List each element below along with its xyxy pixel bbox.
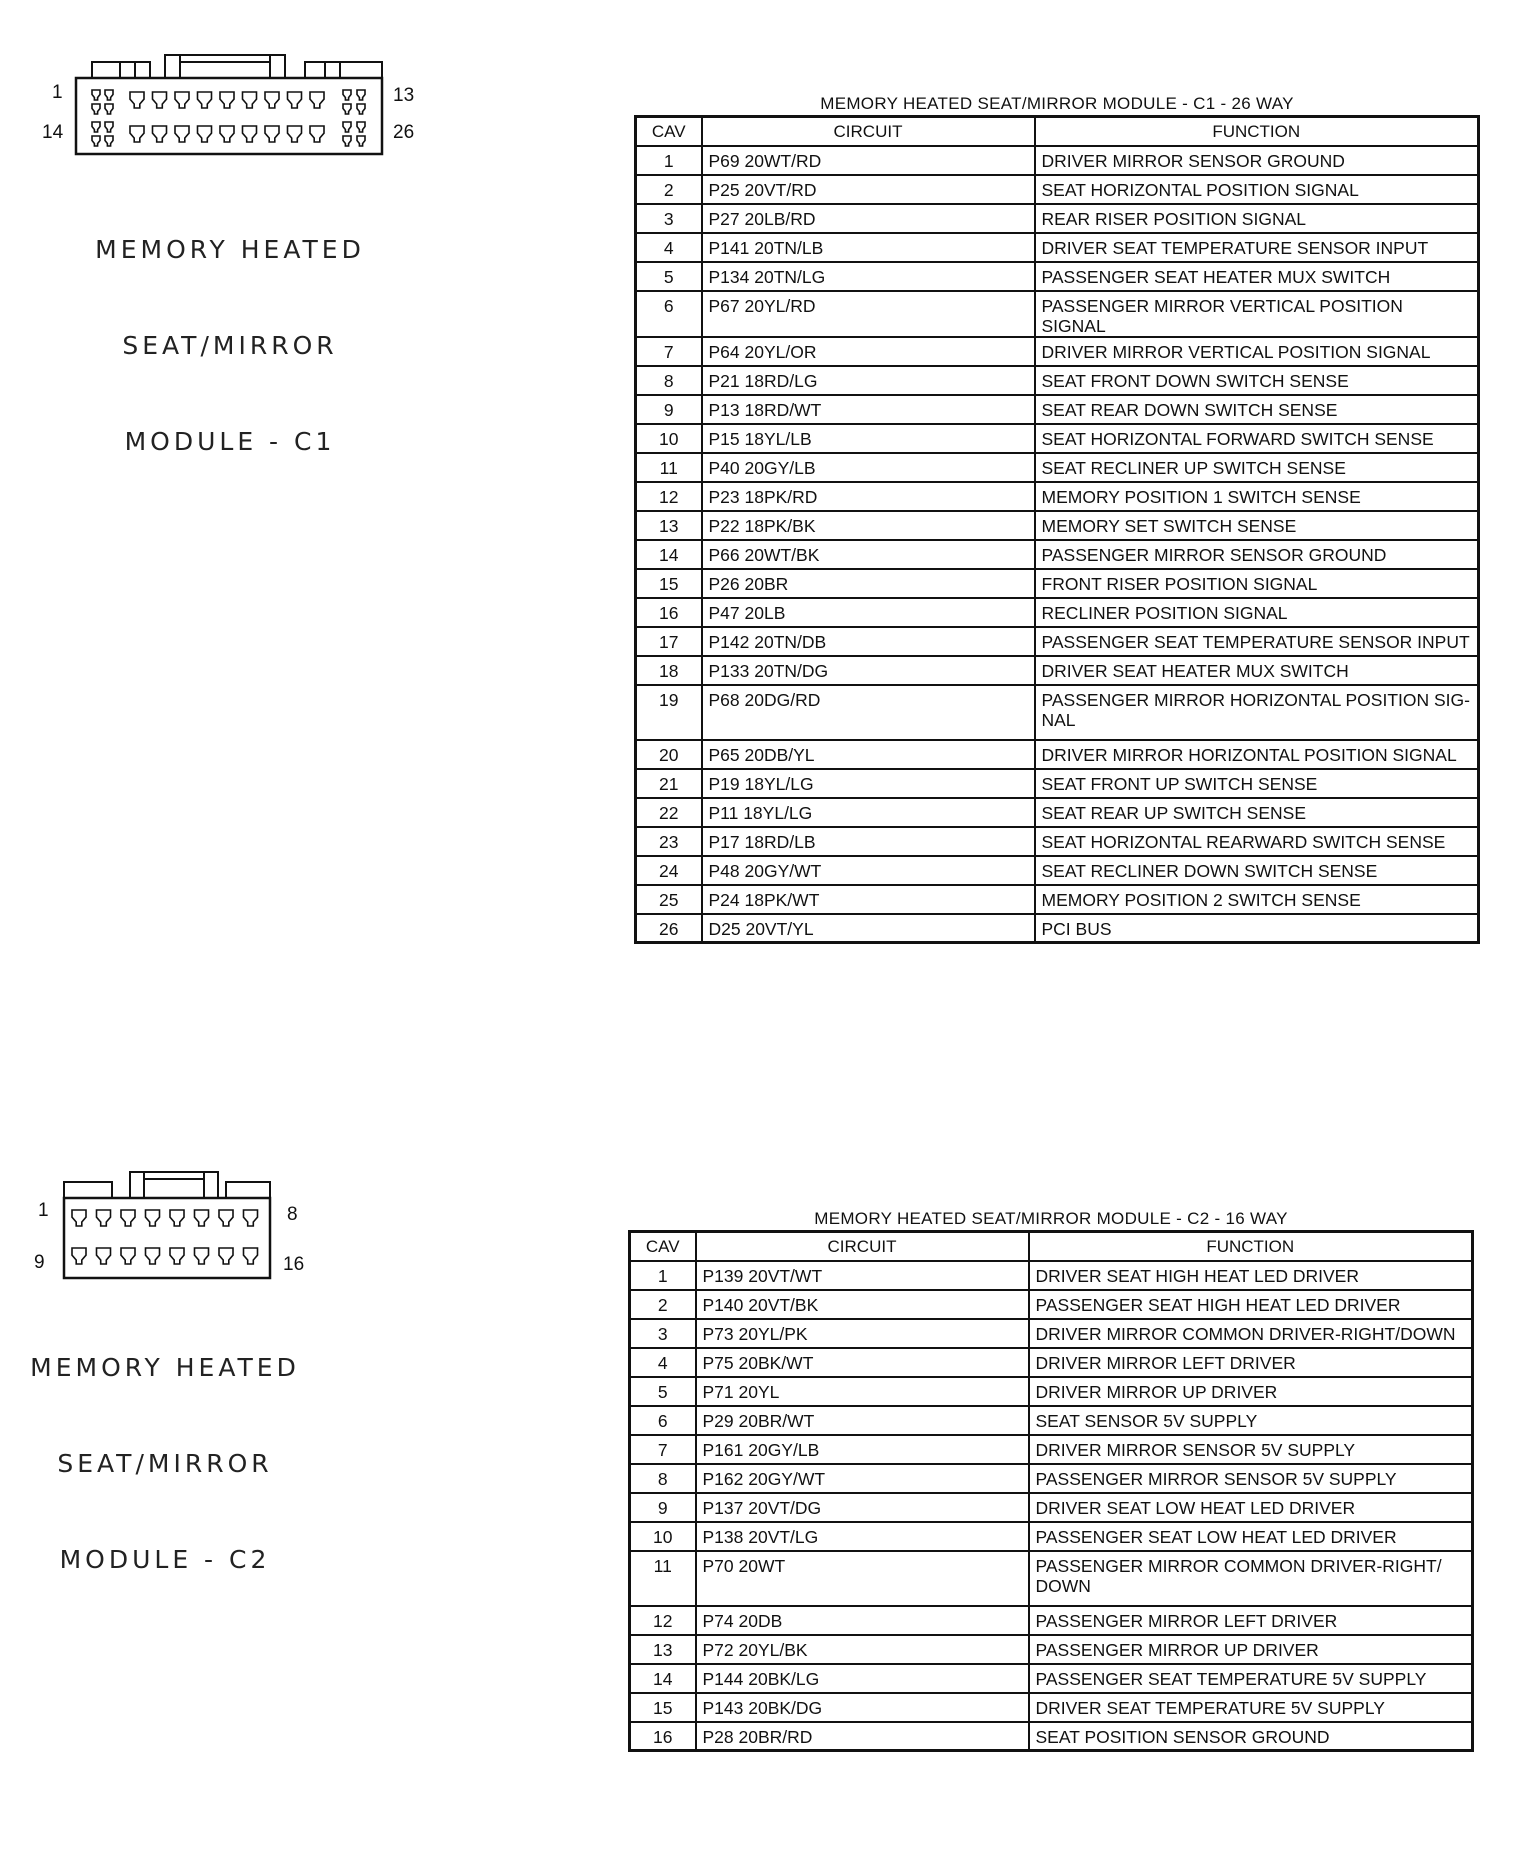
cav-cell: 3 [630,1319,696,1348]
circuit-cell: P71 20YL [696,1377,1029,1406]
connector-c1-face [0,0,460,160]
function-cell: PASSENGER MIRROR HORIZONTAL POSITION SIG- NAL [1035,685,1479,740]
terminal-icon [220,92,234,108]
table-row [630,1290,1473,1319]
cav-cell: 15 [636,569,702,598]
cav-cell: 12 [630,1606,696,1635]
table-row [636,685,1479,740]
circuit-cell: P13 18RD/WT [702,395,1035,424]
terminal-icon [72,1210,86,1226]
pinout-table-c2 [628,1208,1474,1752]
terminal-icon [243,126,257,142]
terminal-icon [357,136,365,146]
table-row [630,1635,1473,1664]
function-cell: DRIVER MIRROR HORIZONTAL POSITION SIGNAL [1035,740,1479,769]
circuit-cell: P65 20DB/YL [702,740,1035,769]
circuit-cell: P28 20BR/RD [696,1722,1029,1751]
terminal-icon [195,1210,209,1226]
table-row [636,233,1479,262]
function-cell: SEAT RECLINER UP SWITCH SENSE [1035,453,1479,482]
function-cell: SEAT REAR DOWN SWITCH SENSE [1035,395,1479,424]
terminal-icon [92,104,100,114]
function-cell: SEAT HORIZONTAL POSITION SIGNAL [1035,175,1479,204]
table-row [636,204,1479,233]
terminal-icon [219,1248,233,1264]
table-row [630,1693,1473,1722]
table-title: MEMORY HEATED SEAT/MIRROR MODULE - C2 - 16 WAY [814,1209,1288,1228]
terminal-icon [343,136,351,146]
terminal-icon [175,92,189,108]
column-header-function: FUNCTION [1035,117,1479,146]
circuit-cell: P133 20TN/DG [702,656,1035,685]
table-title: MEMORY HEATED SEAT/MIRROR MODULE - C1 - 26 WAY [820,94,1294,113]
pin-label-14: 14 [42,122,64,143]
cav-cell: 17 [636,627,702,656]
terminal-icon [130,126,144,142]
circuit-cell: P142 20TN/DB [702,627,1035,656]
cav-cell: 21 [636,769,702,798]
cav-cell: 8 [636,366,702,395]
table-row [630,1261,1473,1290]
circuit-cell: P68 20DG/RD [702,685,1035,740]
terminal-icon [175,126,189,142]
caption-line: SEAT/MIRROR [122,331,338,360]
terminal-icon [265,126,279,142]
circuit-cell: P19 18YL/LG [702,769,1035,798]
circuit-cell: P40 20GY/LB [702,453,1035,482]
caption-line: SEAT/MIRROR [57,1449,273,1478]
table-row [636,598,1479,627]
cav-cell: 13 [630,1635,696,1664]
terminal-icon [195,1248,209,1264]
circuit-cell: P139 20VT/WT [696,1261,1029,1290]
cav-cell: 5 [630,1377,696,1406]
terminal-icon [146,1248,160,1264]
circuit-cell: P29 20BR/WT [696,1406,1029,1435]
table-row [636,395,1479,424]
terminal-icon [198,126,212,142]
pinout-table-c1 [634,93,1480,944]
cav-cell: 11 [630,1551,696,1606]
cav-cell: 7 [636,337,702,366]
function-cell: PASSENGER MIRROR VERTICAL POSITION SIGNAL [1035,291,1479,337]
terminal-icon [343,122,351,132]
cav-cell: 4 [630,1348,696,1377]
table-row [636,482,1479,511]
function-cell: FRONT RISER POSITION SIGNAL [1035,569,1479,598]
table-row [630,1522,1473,1551]
function-cell: DRIVER MIRROR COMMON DRIVER-RIGHT/DOWN [1029,1319,1473,1348]
cav-cell: 8 [630,1464,696,1493]
terminal-icon [287,92,301,108]
function-cell: PASSENGER SEAT HIGH HEAT LED DRIVER [1029,1290,1473,1319]
cav-cell: 1 [630,1261,696,1290]
cav-cell: 10 [636,424,702,453]
cav-cell: 22 [636,798,702,827]
connector-c1-caption [80,170,380,522]
circuit-cell: P67 20YL/RD [702,291,1035,337]
circuit-cell: P21 18RD/LG [702,366,1035,395]
function-cell: DRIVER MIRROR SENSOR GROUND [1035,146,1479,175]
connector-c1-diagram [0,0,460,456]
function-cell: RECLINER POSITION SIGNAL [1035,598,1479,627]
table-row [636,453,1479,482]
circuit-cell: P24 18PK/WT [702,885,1035,914]
table-row [630,1406,1473,1435]
table-row [636,146,1479,175]
function-cell: DRIVER SEAT TEMPERATURE 5V SUPPLY [1029,1693,1473,1722]
terminal-icon [92,136,100,146]
cav-cell: 9 [636,395,702,424]
cav-cell: 6 [636,291,702,337]
circuit-cell: P70 20WT [696,1551,1029,1606]
terminal-icon [121,1210,135,1226]
table-row [636,827,1479,856]
terminal-icon [287,126,301,142]
column-header-function: FUNCTION [1029,1232,1473,1261]
table-row [636,914,1479,943]
table-row [636,511,1479,540]
table-row [630,1464,1473,1493]
terminal-icon [72,1248,86,1264]
circuit-cell: D25 20VT/YL [702,914,1035,943]
cav-cell: 18 [636,656,702,685]
table-row [636,798,1479,827]
circuit-cell: P143 20BK/DG [696,1693,1029,1722]
circuit-cell: P11 18YL/LG [702,798,1035,827]
cav-cell: 1 [636,146,702,175]
column-header-cav: CAV [630,1232,696,1261]
circuit-cell: P141 20TN/LB [702,233,1035,262]
terminal-icon [265,92,279,108]
table-row [630,1348,1473,1377]
cav-cell: 16 [636,598,702,627]
terminal-icon [198,92,212,108]
terminal-icon [97,1248,111,1264]
table-row [630,1435,1473,1464]
terminal-icon [343,104,351,114]
table-row [630,1551,1473,1606]
function-cell: SEAT FRONT UP SWITCH SENSE [1035,769,1479,798]
pinout-table [628,1230,1474,1752]
function-cell: SEAT RECLINER DOWN SWITCH SENSE [1035,856,1479,885]
function-cell: PASSENGER MIRROR LEFT DRIVER [1029,1606,1473,1635]
terminal-icon [92,122,100,132]
table-row [630,1664,1473,1693]
table-row [636,569,1479,598]
circuit-cell: P138 20VT/LG [696,1522,1029,1551]
table-row [636,540,1479,569]
terminal-icon [105,90,113,100]
pin-label-9: 9 [34,1252,45,1273]
terminal-icon [130,92,144,108]
cav-cell: 7 [630,1435,696,1464]
terminal-icon [105,104,113,114]
caption-line: MEMORY HEATED [95,235,365,264]
cav-cell: 13 [636,511,702,540]
circuit-cell: P69 20WT/RD [702,146,1035,175]
terminal-icon [220,126,234,142]
circuit-cell: P47 20LB [702,598,1035,627]
terminal-icon [170,1210,184,1226]
function-cell: DRIVER SEAT HIGH HEAT LED DRIVER [1029,1261,1473,1290]
column-header-circuit: CIRCUIT [696,1232,1029,1261]
terminal-icon [153,126,167,142]
table-row [636,175,1479,204]
circuit-cell: P64 20YL/OR [702,337,1035,366]
function-cell: SEAT POSITION SENSOR GROUND [1029,1722,1473,1751]
cav-cell: 2 [630,1290,696,1319]
table-row [630,1606,1473,1635]
pin-label-8: 8 [287,1204,298,1225]
circuit-cell: P140 20VT/BK [696,1290,1029,1319]
circuit-cell: P22 18PK/BK [702,511,1035,540]
table-row [636,769,1479,798]
table-header-row [630,1232,1473,1261]
circuit-cell: P66 20WT/BK [702,540,1035,569]
terminal-icon [170,1248,184,1264]
table-row [630,1377,1473,1406]
cav-cell: 14 [636,540,702,569]
function-cell: DRIVER MIRROR SENSOR 5V SUPPLY [1029,1435,1473,1464]
function-cell: PASSENGER SEAT TEMPERATURE SENSOR INPUT [1035,627,1479,656]
terminal-icon [310,126,324,142]
function-cell: SEAT SENSOR 5V SUPPLY [1029,1406,1473,1435]
terminal-icon [357,104,365,114]
table-row [636,424,1479,453]
table-row [636,627,1479,656]
terminal-icon [92,90,100,100]
terminal-icon [357,122,365,132]
pin-label-26: 26 [393,122,415,143]
terminal-icon [105,122,113,132]
function-cell: MEMORY SET SWITCH SENSE [1035,511,1479,540]
cav-cell: 5 [636,262,702,291]
cav-cell: 6 [630,1406,696,1435]
table-row [636,337,1479,366]
function-cell: PASSENGER SEAT TEMPERATURE 5V SUPPLY [1029,1664,1473,1693]
function-cell: DRIVER MIRROR UP DRIVER [1029,1377,1473,1406]
terminal-icon [244,1248,258,1264]
cav-cell: 12 [636,482,702,511]
terminal-icon [121,1248,135,1264]
function-cell: SEAT HORIZONTAL REARWARD SWITCH SENSE [1035,827,1479,856]
terminal-icon [97,1210,111,1226]
pin-label-13: 13 [393,85,415,106]
terminal-icon [357,90,365,100]
function-cell: MEMORY POSITION 1 SWITCH SENSE [1035,482,1479,511]
terminal-icon [310,92,324,108]
circuit-cell: P23 18PK/RD [702,482,1035,511]
caption-line: MEMORY HEATED [30,1353,300,1382]
cav-cell: 10 [630,1522,696,1551]
table-row [630,1722,1473,1751]
pinout-table [634,115,1480,944]
cav-cell: 9 [630,1493,696,1522]
cav-cell: 4 [636,233,702,262]
function-cell: REAR RISER POSITION SIGNAL [1035,204,1479,233]
function-cell: PASSENGER SEAT HEATER MUX SWITCH [1035,262,1479,291]
cav-cell: 26 [636,914,702,943]
table-row [636,856,1479,885]
table-row [636,366,1479,395]
cav-cell: 24 [636,856,702,885]
column-header-circuit: CIRCUIT [702,117,1035,146]
pin-label-1: 1 [52,82,63,103]
cav-cell: 15 [630,1693,696,1722]
function-cell: PASSENGER MIRROR SENSOR GROUND [1035,540,1479,569]
circuit-cell: P15 18YL/LB [702,424,1035,453]
circuit-cell: P27 20LB/RD [702,204,1035,233]
function-cell: DRIVER MIRROR VERTICAL POSITION SIGNAL [1035,337,1479,366]
terminal-icon [244,1210,258,1226]
terminal-icon [105,136,113,146]
terminal-icon [146,1210,160,1226]
function-cell: DRIVER SEAT LOW HEAT LED DRIVER [1029,1493,1473,1522]
function-cell: PASSENGER MIRROR COMMON DRIVER-RIGHT/ DOWN [1029,1551,1473,1606]
circuit-cell: P137 20VT/DG [696,1493,1029,1522]
function-cell: PASSENGER SEAT LOW HEAT LED DRIVER [1029,1522,1473,1551]
table-row [636,262,1479,291]
circuit-cell: P144 20BK/LG [696,1664,1029,1693]
cav-cell: 19 [636,685,702,740]
terminal-icon [243,92,257,108]
table-row [636,656,1479,685]
cav-cell: 16 [630,1722,696,1751]
function-cell: MEMORY POSITION 2 SWITCH SENSE [1035,885,1479,914]
table-row [636,740,1479,769]
cav-cell: 11 [636,453,702,482]
connector-c2-diagram [0,1160,340,1574]
table-row [630,1319,1473,1348]
cav-cell: 23 [636,827,702,856]
pin-label-16: 16 [283,1254,305,1275]
cav-cell: 20 [636,740,702,769]
cav-cell: 14 [630,1664,696,1693]
circuit-cell: P26 20BR [702,569,1035,598]
table-row [630,1493,1473,1522]
circuit-cell: P162 20GY/WT [696,1464,1029,1493]
circuit-cell: P25 20VT/RD [702,175,1035,204]
cav-cell: 3 [636,204,702,233]
function-cell: SEAT FRONT DOWN SWITCH SENSE [1035,366,1479,395]
function-cell: DRIVER MIRROR LEFT DRIVER [1029,1348,1473,1377]
function-cell: PASSENGER MIRROR UP DRIVER [1029,1635,1473,1664]
circuit-cell: P17 18RD/LB [702,827,1035,856]
terminal-icon [219,1210,233,1226]
circuit-cell: P73 20YL/PK [696,1319,1029,1348]
column-header-cav: CAV [636,117,702,146]
caption-line: MODULE - C1 [124,427,336,456]
table-row [636,885,1479,914]
function-cell: DRIVER SEAT HEATER MUX SWITCH [1035,656,1479,685]
circuit-cell: P74 20DB [696,1606,1029,1635]
circuit-cell: P72 20YL/BK [696,1635,1029,1664]
table-header-row [636,117,1479,146]
cav-cell: 25 [636,885,702,914]
circuit-cell: P48 20GY/WT [702,856,1035,885]
function-cell: SEAT HORIZONTAL FORWARD SWITCH SENSE [1035,424,1479,453]
caption-line: MODULE - C2 [59,1545,271,1574]
connector-c2-caption [30,1288,300,1640]
function-cell: PCI BUS [1035,914,1479,943]
terminal-icon [343,90,351,100]
terminal-icon [153,92,167,108]
circuit-cell: P161 20GY/LB [696,1435,1029,1464]
function-cell: SEAT REAR UP SWITCH SENSE [1035,798,1479,827]
table-row [636,291,1479,337]
cav-cell: 2 [636,175,702,204]
circuit-cell: P75 20BK/WT [696,1348,1029,1377]
function-cell: PASSENGER MIRROR SENSOR 5V SUPPLY [1029,1464,1473,1493]
circuit-cell: P134 20TN/LG [702,262,1035,291]
pin-label-1: 1 [38,1200,49,1221]
function-cell: DRIVER SEAT TEMPERATURE SENSOR INPUT [1035,233,1479,262]
